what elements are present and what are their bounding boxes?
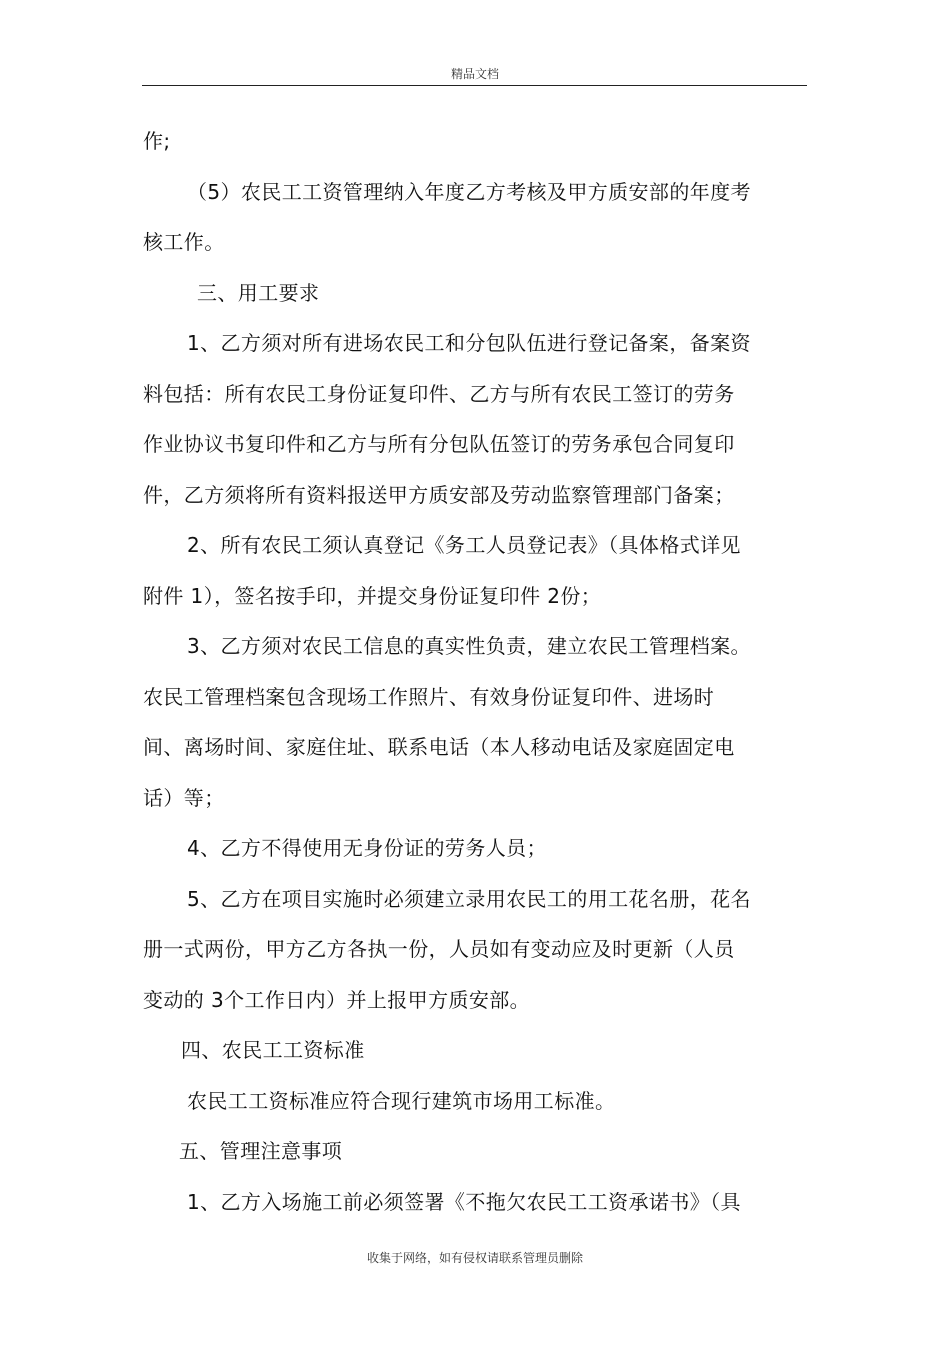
text-line: 三、用工要求	[197, 280, 320, 305]
text-line: 作业协议书复印件和乙方与所有分包队伍签订的劳务承包合同复印	[143, 432, 735, 456]
text-line: 料包括：所有农民工身份证复印件、乙方与所有农民工签订的劳务	[143, 381, 735, 406]
text-line: 1、乙方入场施工前必须签署《不拖欠农民工工资承诺书》（具	[187, 1189, 741, 1214]
text-line: 5、乙方在项目实施时必须建立录用农民工的用工花名册，花名	[187, 886, 751, 911]
text-line: 四、农民工工资标准	[181, 1038, 365, 1062]
text-line: 作;	[143, 129, 171, 153]
text-line: 3、乙方须对农民工信息的真实性负责，建立农民工管理档案。	[187, 634, 751, 658]
text-line: 农民工管理档案包含现场工作照片、有效身份证复印件、进场时	[143, 684, 715, 709]
text-line: 话）等；	[143, 785, 225, 810]
text-line: 4、乙方不得使用无身份证的劳务人员；	[187, 836, 547, 860]
page-footer-note: 收集于网络，如有侵权请联系管理员删除	[366, 1251, 583, 1265]
text-line: 1、乙方须对所有进场农民工和分包队伍进行登记备案，备案资	[187, 331, 751, 355]
text-line: 农民工工资标准应符合现行建筑市场用工标准。	[187, 1088, 616, 1113]
text-line: 附件 1），签名按手印，并提交身份证复印件 2份；	[143, 583, 602, 608]
text-line: 变动的 3个工作日内）并上报甲方质安部。	[143, 987, 531, 1012]
text-line: 册一式两份，甲方乙方各执一份，人员如有变动应及时更新（人员	[143, 937, 735, 961]
page-header-title: 精品文档	[450, 67, 499, 81]
header-divider	[142, 85, 807, 86]
text-line: 件，乙方须将所有资料报送甲方质安部及劳动监察管理部门备案；	[143, 482, 735, 507]
text-line: 五、管理注意事项	[179, 1139, 343, 1163]
text-line: 间、离场时间、家庭住址、联系电话（本人移动电话及家庭固定电	[143, 735, 735, 759]
document-body	[143, 116, 765, 1227]
text-line: （5）农民工工资管理纳入年度乙方考核及甲方质安部的年度考	[187, 179, 751, 204]
text-line: 核工作。	[143, 230, 225, 254]
text-line: 2、所有农民工须认真登记《务工人员登记表》（具体格式详见	[187, 533, 741, 557]
